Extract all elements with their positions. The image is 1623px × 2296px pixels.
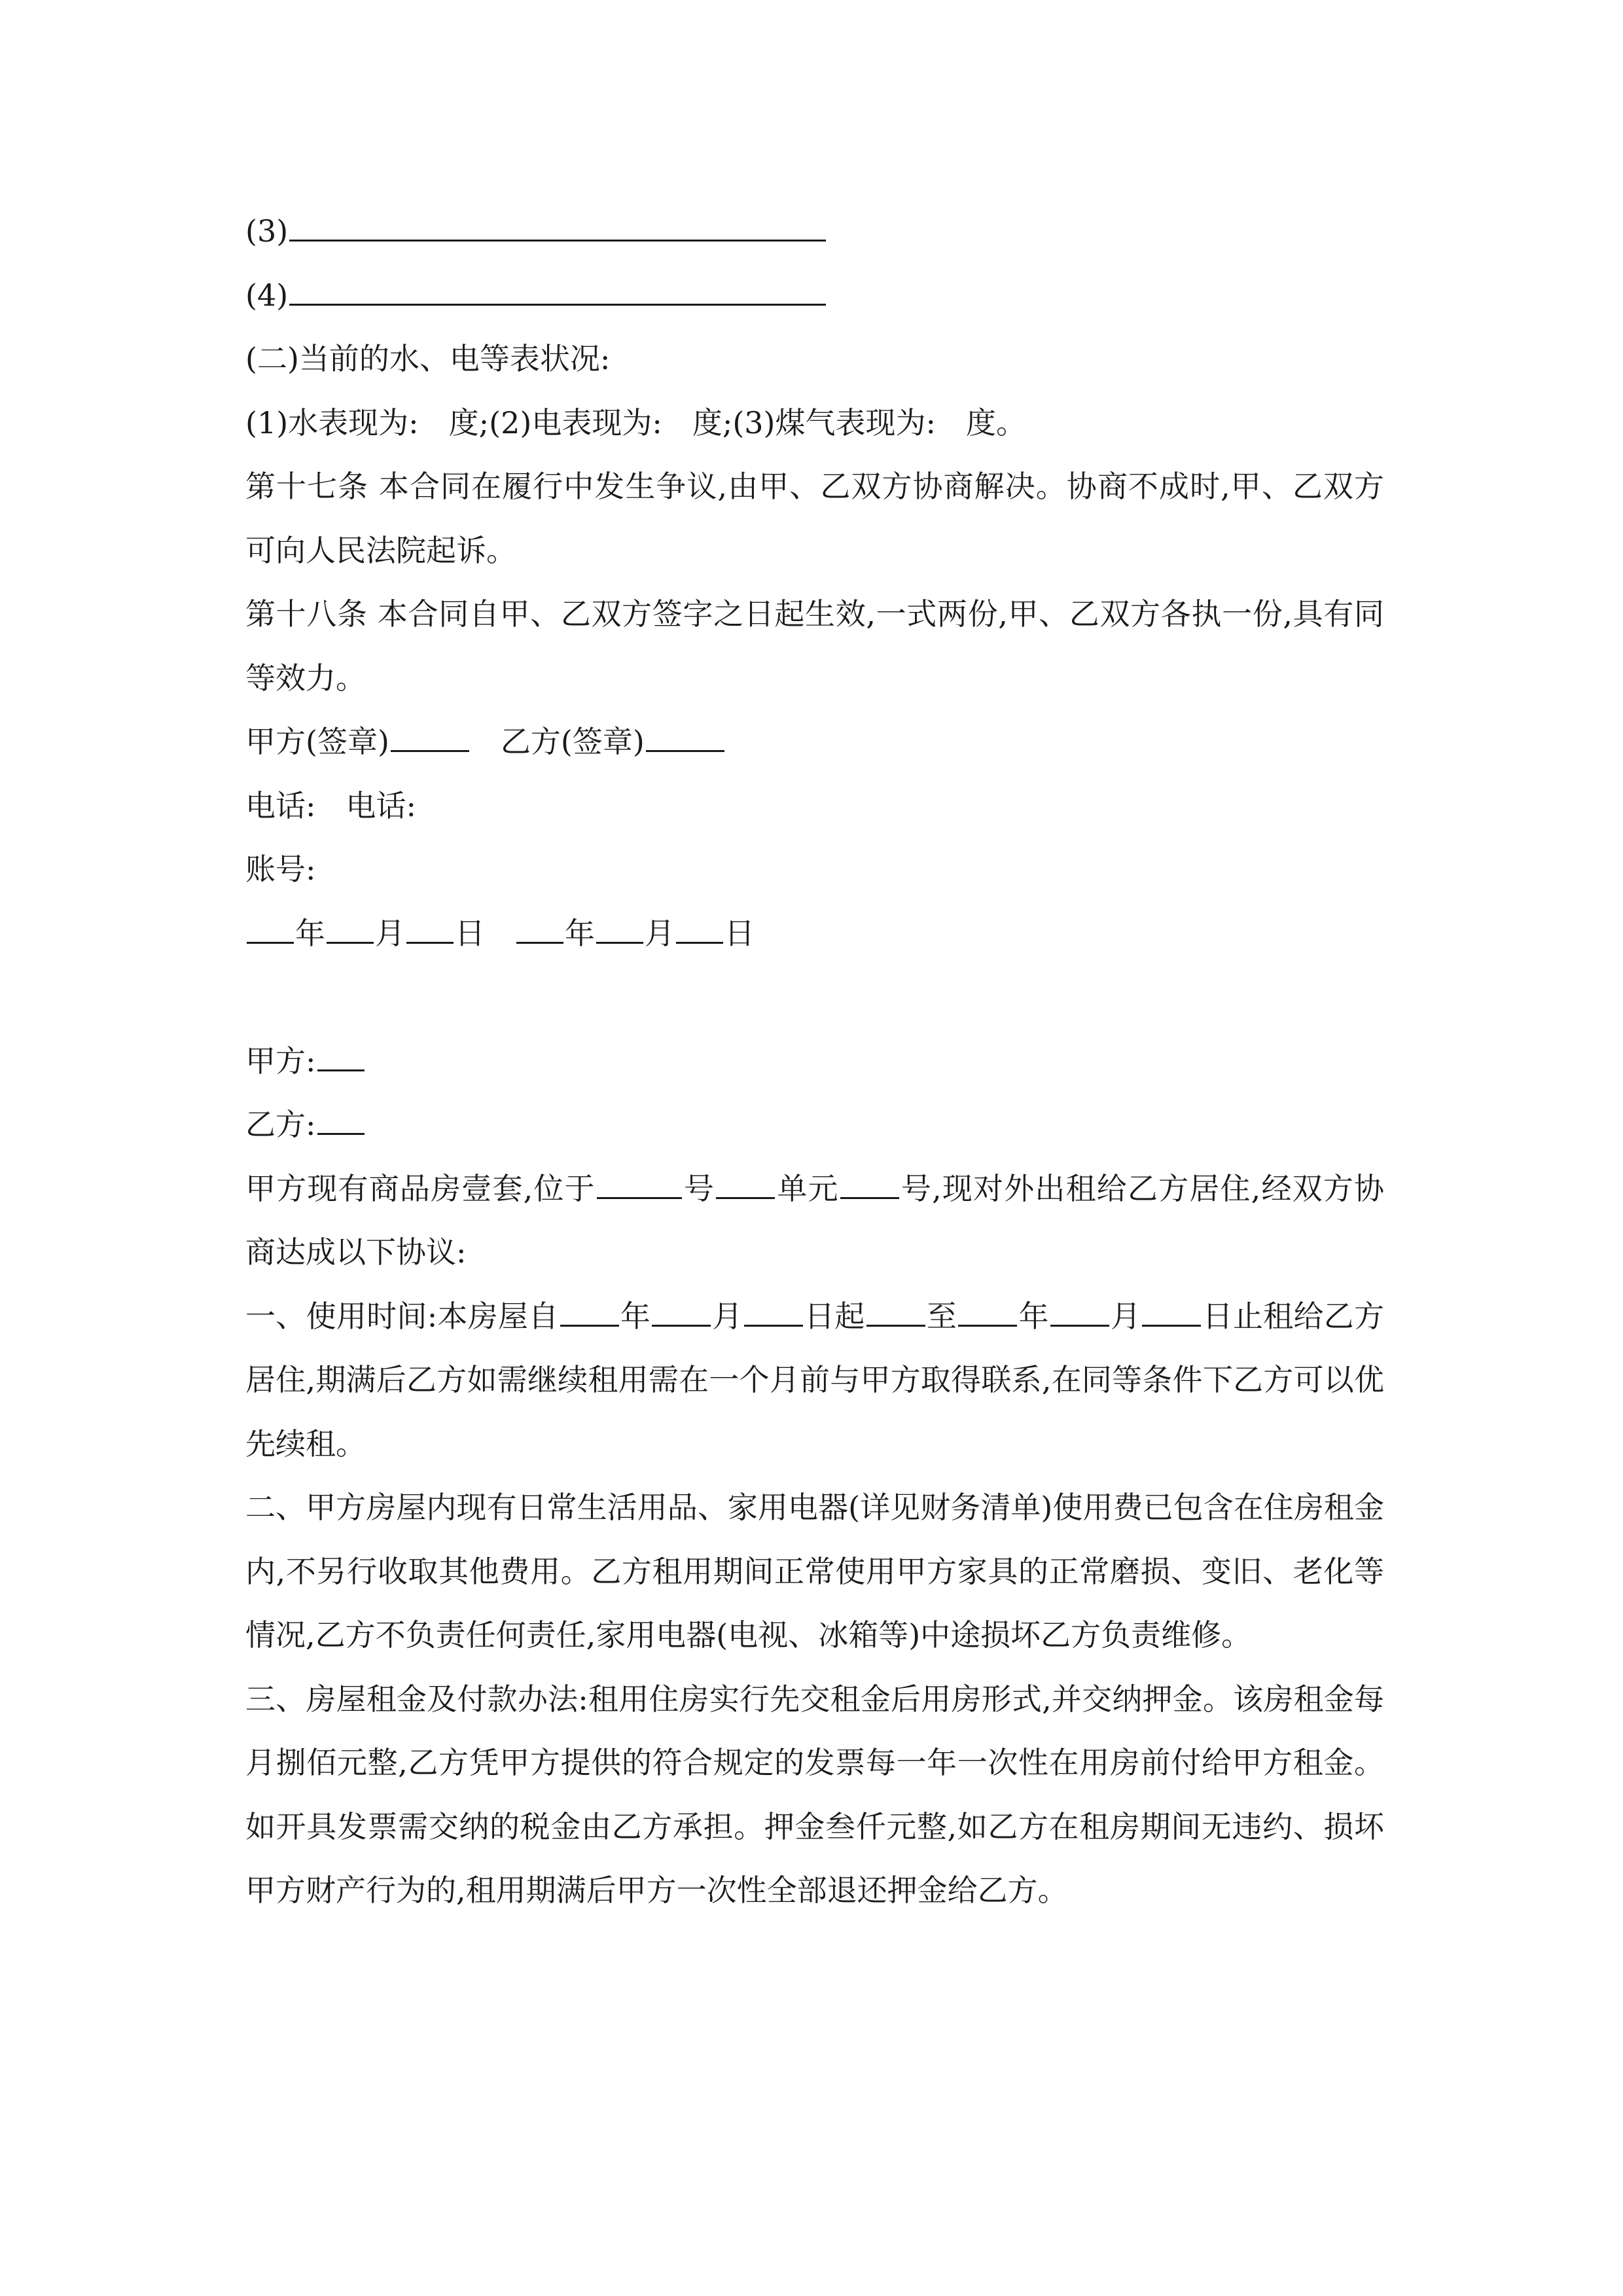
blank-underline — [289, 274, 826, 306]
date-blank — [247, 912, 294, 944]
blank-underline — [289, 209, 826, 242]
date-month: 月 — [645, 915, 675, 951]
meter-water-label: (1)水表现为: — [245, 404, 419, 440]
sign-party-b-label: 乙方(签章) — [500, 724, 645, 759]
meter-electric-label: (2)电表现为: — [489, 404, 662, 440]
clause-1-month: 月 — [1110, 1298, 1141, 1334]
meter-unit: 度; — [448, 404, 490, 440]
signature-blank — [646, 720, 724, 752]
item-4-line — [245, 264, 1384, 328]
party-a-line — [245, 1030, 1384, 1094]
meter-heading: (二)当前的水、电等表状况: — [245, 341, 611, 376]
intro-hao: 号 — [683, 1170, 715, 1206]
date-year: 年 — [295, 915, 325, 951]
sign-party-a-label: 甲方(签章) — [245, 724, 389, 759]
date-blank — [866, 1295, 925, 1327]
date-blank — [327, 912, 374, 944]
date-blank — [676, 912, 723, 944]
date-blank — [596, 912, 643, 944]
party-a-label: 甲方: — [245, 1043, 316, 1079]
clause-1-day: 日起 — [804, 1298, 865, 1334]
clause-1-rest: 日止租给乙方居住,期满后乙方如需继续租用需在一个月前与甲方取得联系,在同等条件下乙方可以优先续租。 — [245, 1298, 1385, 1462]
signature-blank — [391, 720, 469, 752]
party-blank — [317, 1103, 365, 1135]
date-month: 月 — [375, 915, 405, 951]
party-blank — [317, 1039, 365, 1071]
article-18: 第十八条 本合同自甲、乙双方签字之日起生效,一式两份,甲、乙双方各执一份,具有同等效力。 — [245, 596, 1384, 696]
spacer — [245, 965, 1384, 1030]
meter-readings — [245, 391, 1384, 456]
clause-1-month: 月 — [712, 1298, 743, 1334]
document-body — [245, 200, 1384, 1923]
date-blank — [406, 912, 454, 944]
date-blank — [958, 1295, 1017, 1327]
clause-1-text: 一、使用时间:本房屋自 — [245, 1298, 559, 1334]
intro-rest: 号,现对外出租给乙方居住,经双方协商达成以下协议: — [245, 1170, 1385, 1270]
date-blank — [1142, 1295, 1201, 1327]
date-line — [245, 902, 1384, 966]
date-blank — [1050, 1295, 1109, 1327]
meter-unit: 度。 — [966, 404, 1027, 440]
account-line: 账号: — [245, 852, 316, 887]
item-3-line — [245, 200, 1384, 264]
date-day: 日 — [455, 915, 485, 951]
clause-2: 二、甲方房屋内现有日常生活用品、家用电器(详见财务清单)使用费已包含在住房租金内,不另行收取其他费用。乙方租用期间正常使用甲方家具的正常磨损、变旧、老化等情况,乙方不负责任何责任,家用电器(电视、冰箱等)中途损坏乙方负责维修。 — [245, 1490, 1384, 1653]
clause-1-year: 年 — [620, 1298, 651, 1334]
phone-line — [245, 774, 1384, 838]
item-3-label: (3) — [245, 213, 289, 249]
address-blank — [840, 1167, 899, 1199]
intro-unit: 单元 — [776, 1170, 839, 1206]
clause-1-year: 年 — [1018, 1298, 1049, 1334]
clause-1-to: 至 — [926, 1298, 957, 1334]
date-blank — [560, 1295, 619, 1327]
date-day: 日 — [724, 915, 755, 951]
meter-unit: 度; — [692, 404, 733, 440]
signature-line — [245, 710, 1384, 774]
date-blank — [516, 912, 563, 944]
phone-b-label: 电话: — [346, 787, 416, 823]
party-b-label: 乙方: — [245, 1107, 316, 1142]
clause-3: 三、房屋租金及付款办法:租用住房实行先交租金后用房形式,并交纳押金。该房租金每月捌佰元整,乙方凭甲方提供的符合规定的发票每一年一次性在用房前付给甲方租金。如开具发票需交纳的税金由乙方承担。押金叁仟元整,如乙方在租房期间无违约、损坏甲方财产行为的,租用期满后甲方一次性全部退还押金给乙方。 — [245, 1681, 1384, 1908]
address-blank — [716, 1167, 775, 1199]
date-year: 年 — [565, 915, 595, 951]
intro-paragraph — [245, 1157, 1384, 1285]
date-blank — [652, 1295, 711, 1327]
clause-1 — [245, 1285, 1384, 1477]
date-blank — [744, 1295, 803, 1327]
meter-gas-label: (3)煤气表现为: — [732, 404, 936, 440]
address-blank — [597, 1167, 682, 1199]
party-b-line — [245, 1093, 1384, 1157]
phone-a-label: 电话: — [245, 787, 316, 823]
article-17: 第十七条 本合同在履行中发生争议,由甲、乙双方协商解决。协商不成时,甲、乙双方可向人民法院起诉。 — [245, 469, 1384, 568]
intro-text: 甲方现有商品房壹套,位于 — [245, 1170, 596, 1206]
item-4-label: (4) — [245, 277, 289, 313]
